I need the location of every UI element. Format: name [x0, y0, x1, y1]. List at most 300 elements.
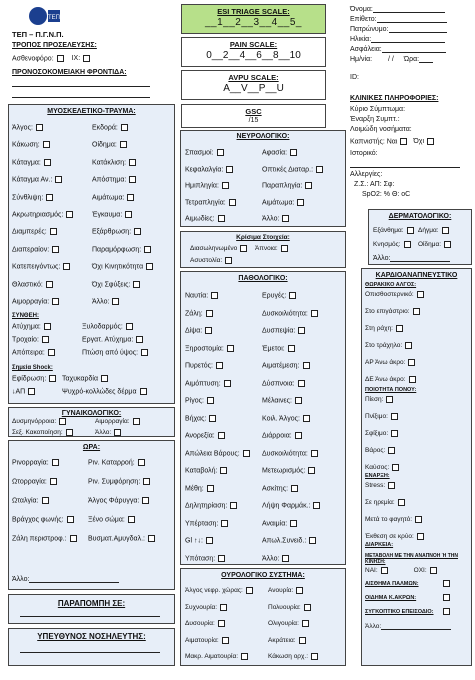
cause-item-2-a-checkbox[interactable] [48, 349, 55, 356]
uro-item-0-a-checkbox[interactable] [246, 587, 253, 594]
history-line[interactable] [350, 163, 460, 168]
vitals-row-1[interactable]: Ζ.Σ.: ΑΠ: Σφ: [354, 181, 395, 188]
neuro-item-3-a-checkbox[interactable] [229, 199, 236, 206]
patho-item-6-a-label: Ρίγος: [185, 397, 204, 405]
patho-item-4-b-checkbox[interactable] [303, 362, 310, 369]
trigger-item-0-label: Stress: [365, 482, 386, 490]
gyn-item-1-b-checkbox[interactable] [114, 429, 121, 436]
uro-item-3-a-checkbox[interactable] [222, 637, 229, 644]
ent-item-2-b-label: Άλγος Φάρυγγα: [88, 497, 140, 505]
musculo-item-4-a-checkbox[interactable] [46, 194, 53, 201]
quality-item-3-label: Βάρος: [365, 447, 386, 455]
nurse-line[interactable] [20, 648, 160, 653]
uro-item-2-a-checkbox[interactable] [218, 620, 225, 627]
neuro-item-4-a-checkbox[interactable] [218, 215, 225, 222]
musculo-item-4-a-label: Σύνθλιψη: [12, 193, 44, 201]
patho-item-8-a-label: Ανορεξία: [185, 432, 215, 440]
nurse-title: ΥΠΕΥΘΥΝΟΣ ΝΟΣΗΛΕΥΤΗΣ: [37, 632, 146, 641]
patho-item-10-b-label: Μετεωρισμός: [262, 467, 306, 475]
date-field[interactable]: Ημ/νία: / / Ώρα: [350, 56, 433, 63]
change-yes-no: ΝΑΙ: ΟΧΙ: [365, 567, 437, 574]
cause-item-0-b-checkbox[interactable] [126, 323, 133, 330]
patho-item-9-a-label: Απώλεια Βάρους: [185, 449, 240, 457]
musculo-item-2-b-checkbox[interactable] [129, 159, 136, 166]
derma-item-1-b-label: Οίδημα: [418, 241, 442, 249]
musculo-item-3-b [92, 176, 136, 183]
ent-item-2-a-checkbox[interactable] [42, 497, 49, 504]
uro-item-2-a [185, 620, 225, 627]
patho-item-10-a-label: Καταβολή: [185, 467, 218, 475]
thorax-item-3 [365, 342, 412, 349]
shock-item-0-a-label: Εφίδρωση: [12, 375, 47, 383]
trigger-item-2-checkbox[interactable] [415, 516, 422, 523]
ent-item-1-b-checkbox[interactable] [143, 478, 150, 485]
uro-item-4-a [185, 653, 248, 660]
patho-item-2-a-checkbox[interactable] [205, 327, 212, 334]
patho-item-0-b [262, 292, 296, 299]
pain-values[interactable]: 0__2__4__6__8__10 [206, 50, 301, 61]
ent-item-4-a [12, 535, 77, 542]
musculo-item-6-a [12, 228, 57, 235]
patho-item-9-b [262, 450, 318, 457]
shock-item-1-b [62, 388, 147, 395]
palpitation-checkbox[interactable] [443, 580, 450, 587]
patho-item-14-b [262, 537, 316, 544]
gyn-item-0-b-label: Αιμορραγία: [95, 418, 130, 426]
patho-item-5-a-checkbox[interactable] [224, 380, 231, 387]
patho-item-6-a-checkbox[interactable] [207, 397, 214, 404]
id-field[interactable]: ID: [350, 74, 359, 81]
neuro-item-1-a-checkbox[interactable] [226, 166, 233, 173]
cardio-title: ΚΑΡΔΙΟΑΝΑΠΝΕΥΣΤΙΚΟ [375, 272, 458, 279]
change-yes-checkbox[interactable] [381, 567, 388, 574]
edema-checkbox[interactable] [443, 594, 450, 601]
musculo-item-7-b [92, 246, 151, 253]
patho-item-0-b-checkbox[interactable] [289, 292, 296, 299]
musculo-item-5-a [12, 211, 73, 218]
patho-item-15-b-checkbox[interactable] [282, 555, 289, 562]
musculo-item-8-a [12, 263, 70, 270]
quality-item-4-label: Καύσος: [365, 464, 390, 472]
patho-item-7-b-checkbox[interactable] [303, 415, 310, 422]
quality-item-3-checkbox[interactable] [388, 447, 395, 454]
pain-scale-box [181, 37, 326, 67]
patho-item-11-a [185, 485, 214, 492]
ent-item-3-b-label: Ξένο σώμα: [88, 516, 125, 524]
cardio-other[interactable]: Άλλο: [365, 623, 451, 630]
musculo-item-10-b-checkbox[interactable] [112, 298, 119, 305]
derma-item-0-a-label: Εξάνθημα: [373, 227, 404, 235]
patho-item-1-b-checkbox[interactable] [311, 310, 318, 317]
ix-checkbox[interactable] [83, 55, 90, 62]
uro-item-1-b-label: Πολυουρία: [268, 603, 301, 611]
allergies[interactable]: Αλλεργίες: [350, 171, 383, 178]
musculo-item-8-a-label: Κατεπειγόντως: [12, 263, 61, 271]
svg-text:ΤΕΠ: ΤΕΠ [48, 15, 60, 21]
patho-item-14-b-label: Απωλ.Συνειδ.: [262, 537, 307, 545]
cause-item-1-b [82, 336, 143, 343]
shock-item-1-b-checkbox[interactable] [140, 388, 147, 395]
ent-item-0-b-label: Ριν. Καταρροή: [88, 459, 135, 467]
musculo-item-1-b-label: Οίδημα: [92, 141, 117, 149]
musculo-item-1-a-checkbox[interactable] [43, 141, 50, 148]
shock-item-1-a-checkbox[interactable] [28, 388, 35, 395]
referral-line[interactable] [20, 612, 160, 617]
derma-item-0-b-checkbox[interactable] [442, 227, 449, 234]
syncope-checkbox[interactable] [443, 608, 450, 615]
ent-item-3-b [88, 516, 135, 523]
ent-item-0-a [12, 459, 59, 466]
smoker-yes-checkbox[interactable] [400, 138, 407, 145]
musculo-item-5-b-checkbox[interactable] [125, 211, 132, 218]
musculo-item-10-a-checkbox[interactable] [52, 298, 59, 305]
musculo-item-8-a-checkbox[interactable] [63, 263, 70, 270]
hospital-logo [28, 6, 60, 26]
patho-item-3-b-label: Έμετοι: [262, 344, 285, 352]
musculo-item-0-a-checkbox[interactable] [36, 124, 43, 131]
neuro-item-0-b-checkbox[interactable] [290, 149, 297, 156]
main-symptom[interactable]: Κύριο Σύμπτωμα: [350, 106, 406, 113]
gyn-item-1-a-checkbox[interactable] [66, 429, 73, 436]
patho-item-13-b [262, 520, 297, 527]
patho-item-14-a-checkbox[interactable] [206, 537, 213, 544]
patho-item-5-b [262, 380, 305, 387]
derma-other[interactable]: Άλλο: [373, 255, 450, 262]
cause-item-1-a-checkbox[interactable] [42, 336, 49, 343]
shock-item-1-a-label: ↓ΑΠ [12, 388, 26, 396]
ent-other[interactable]: Άλλο: [12, 576, 119, 583]
gyn-item-0-a-checkbox[interactable] [59, 418, 66, 425]
patho-item-13-b-checkbox[interactable] [290, 520, 297, 527]
cause-item-2-a [12, 349, 55, 356]
cause-item-0-a-checkbox[interactable] [44, 323, 51, 330]
uro-title: ΟΥΡΟΛΟΓΙΚΟ ΣΥΣΤΗΜΑ: [221, 572, 305, 579]
cause-item-2-b-checkbox[interactable] [141, 349, 148, 356]
quality-item-4-checkbox[interactable] [392, 464, 399, 471]
cause-item-1-a-label: Τροχαίο: [12, 336, 39, 344]
gsc-value[interactable]: /15 [248, 117, 259, 124]
musculo-item-6-b-checkbox[interactable] [134, 228, 141, 235]
neuro-item-0-a [185, 149, 224, 156]
musculo-item-0-b [92, 124, 128, 131]
musculo-item-7-b-checkbox[interactable] [144, 246, 151, 253]
musculo-item-6-a-checkbox[interactable] [50, 228, 57, 235]
thorax-item-2-label: Στη ράχη: [365, 325, 393, 333]
thorax-item-4-label: ΑΡ Άνω άκρο: [365, 359, 406, 367]
trigger-item-3-label: Έκθεση σε κρύο: [365, 533, 414, 541]
cause-item-0-b-label: Ξυλοδαρμός: [82, 323, 123, 331]
patho-item-12-a-checkbox[interactable] [230, 502, 237, 509]
thorax-item-1-checkbox[interactable] [413, 308, 420, 315]
avpu-values[interactable]: A__V__P__U [223, 83, 284, 94]
neuro-item-0-a-label: Σπασμοί: [185, 149, 214, 157]
neuro-item-4-b-checkbox[interactable] [282, 215, 289, 222]
gsc-title: GSC [245, 107, 262, 116]
ent-item-3-a [12, 516, 74, 523]
quality-item-2-checkbox[interactable] [391, 430, 398, 437]
derma-item-1-a-checkbox[interactable] [404, 241, 411, 248]
patho-item-3-a [185, 345, 234, 352]
musculo-section [8, 104, 175, 404]
cause-item-2-b-label: Πτώση από ύψος: [82, 349, 139, 357]
ent-item-2-b [88, 497, 149, 504]
uro-item-3-b-checkbox[interactable] [299, 637, 306, 644]
musculo-item-10-b-label: Άλλο: [92, 298, 110, 306]
critical-row-2: Ασυστολία: [190, 257, 232, 264]
uro-item-4-a-label: Μακρ. Αιματουρία: [185, 653, 239, 661]
patho-item-2-b-checkbox[interactable] [298, 327, 305, 334]
hospital-name: ΤΕΠ – Π.Γ.Ν.Π. [12, 30, 64, 39]
patho-item-4-b [262, 362, 310, 369]
trigger-item-3 [365, 533, 424, 540]
age-field[interactable]: Ηλικία: [350, 36, 445, 43]
patho-item-15-a-checkbox[interactable] [218, 555, 225, 562]
prehospital-line-1[interactable] [12, 80, 150, 87]
gyn-item-1-b-label: Άλλο: [95, 429, 112, 437]
patho-item-4-a-checkbox[interactable] [216, 362, 223, 369]
musculo-item-9-a-checkbox[interactable] [46, 281, 53, 288]
uro-item-1-b [268, 604, 311, 611]
shock-item-0-a-checkbox[interactable] [49, 375, 56, 382]
gyn-item-0-a-label: Δυσμηνόρροια: [12, 418, 57, 426]
smoker-field: Καπνιστής: Ναι Όχι [350, 138, 434, 145]
thorax-item-3-checkbox[interactable] [405, 342, 412, 349]
uro-item-2-b-checkbox[interactable] [302, 620, 309, 627]
neuro-item-3-b-checkbox[interactable] [297, 199, 304, 206]
patho-item-11-b-checkbox[interactable] [291, 485, 298, 492]
quality-item-0-checkbox[interactable] [386, 396, 393, 403]
quality-item-2 [365, 430, 398, 437]
musculo-item-2-b [92, 159, 136, 166]
patho-item-1-a-checkbox[interactable] [206, 310, 213, 317]
uro-item-1-a-label: Συχνουρία: [185, 603, 218, 611]
patho-item-10-a-checkbox[interactable] [220, 467, 227, 474]
uro-item-0-b-label: Ανουρία: [268, 587, 294, 595]
ent-item-4-b-label: Βυσματ.Αμυγδαλ.: [88, 535, 145, 543]
gyn-title: ΓΥΝΑΙΚΟΛΟΓΙΚΟ: [61, 410, 122, 417]
patho-item-13-a-label: Υπέρταση: [185, 519, 219, 527]
history[interactable]: Ιστορικό: [350, 150, 378, 157]
uro-item-2-a-label: Δυσουρία: [185, 620, 215, 628]
ent-item-0-a-label: Ρινορραγία: [12, 459, 49, 467]
musculo-item-2-a-checkbox[interactable] [44, 159, 51, 166]
musculo-item-9-a-label: Θλαστικό: [12, 280, 43, 288]
trigger-item-1-checkbox[interactable] [398, 499, 405, 506]
ent-item-4-a-checkbox[interactable] [70, 535, 77, 542]
father-field[interactable]: Πατρώνυμο: [350, 26, 447, 33]
patho-item-12-b-label: Λήψη Φαρμάκ.: [262, 502, 311, 510]
patho-item-2-b-label: Δυσπεψία: [262, 327, 296, 335]
referral-title: ΠΑΡΑΠΟΜΠΗ ΣΕ: [57, 599, 126, 608]
cause-item-2-a-label: Απόπειρα: [12, 349, 45, 357]
patho-item-11-b [262, 485, 298, 492]
neuro-item-2-a-checkbox[interactable] [222, 182, 229, 189]
musculo-item-6-b-label: Εξάρθρωση: [92, 228, 132, 236]
musculo-item-7-a-checkbox[interactable] [52, 246, 59, 253]
patho-item-10-b-checkbox[interactable] [308, 467, 315, 474]
patho-item-13-a [185, 520, 228, 527]
esi-values[interactable]: __1__2__3__4__5_ [205, 17, 302, 28]
ent-item-0-a-checkbox[interactable] [52, 459, 59, 466]
musculo-item-3-a-checkbox[interactable] [55, 176, 62, 183]
ambulance-checkbox[interactable] [57, 55, 64, 62]
thorax-item-0-label: Οπισθοστερνικό: [365, 291, 414, 299]
uro-item-4-a-checkbox[interactable] [241, 653, 248, 660]
ent-item-0-b [88, 459, 145, 466]
patho-item-13-b-label: Αναιμία: [262, 519, 288, 527]
patho-item-10-a [185, 467, 227, 474]
uro-item-3-b [268, 637, 306, 644]
apnea-checkbox[interactable] [281, 245, 288, 252]
thorax-item-3-label: Στο τράχηλο: [365, 342, 403, 350]
musculo-item-8-b-checkbox[interactable] [146, 263, 153, 270]
musculo-item-9-b [92, 281, 140, 288]
musculo-item-4-b-checkbox[interactable] [127, 194, 134, 201]
intubated-checkbox[interactable] [240, 245, 247, 252]
logo-icon [28, 6, 60, 26]
thorax-item-0-checkbox[interactable] [417, 291, 424, 298]
patho-item-11-a-checkbox[interactable] [207, 485, 214, 492]
patho-item-8-a-checkbox[interactable] [218, 432, 225, 439]
patho-item-5-b-label: Δύσπνοια: [262, 379, 295, 387]
ent-item-1-a-checkbox[interactable] [50, 478, 57, 485]
change-no-checkbox[interactable] [430, 567, 437, 574]
surname-field[interactable]: Επίθετο: [350, 16, 447, 23]
musculo-item-8-b [92, 263, 153, 270]
derma-title: ΔΕΡΜΑΤΟΛΟΓΙΚΟ: [388, 213, 452, 220]
musculo-item-4-a [12, 194, 53, 201]
patho-item-4-b-label: Αιματέμεση: [262, 362, 300, 370]
infection[interactable]: Λοιμώδη νοσήματα: [350, 126, 412, 133]
uro-item-1-b-checkbox[interactable] [304, 604, 311, 611]
thorax-item-4-checkbox[interactable] [408, 359, 415, 366]
uro-item-4-b-checkbox[interactable] [311, 653, 318, 660]
musculo-item-1-b-checkbox[interactable] [120, 141, 127, 148]
palpitation-subtitle: ΑΙΣΘΗΜΑ ΠΑΛΜΩΝ: [365, 581, 419, 587]
musculo-item-5-a-checkbox[interactable] [66, 211, 73, 218]
uro-item-1-a-checkbox[interactable] [220, 604, 227, 611]
musculo-item-0-b-checkbox[interactable] [121, 124, 128, 131]
patho-item-7-a-checkbox[interactable] [209, 415, 216, 422]
derma-item-1-b-checkbox[interactable] [444, 241, 451, 248]
neuro-item-3-a [185, 199, 236, 206]
uro-item-0-a [185, 587, 253, 594]
neuro-item-0-b [262, 149, 297, 156]
patho-item-0-a-checkbox[interactable] [211, 292, 218, 299]
critical-title: Κρίσιμα Στοιχεία: [236, 234, 290, 241]
duration-subtitle: ΔΙΑΡΚΕΙΑ: [365, 542, 394, 548]
patho-item-15-b [262, 555, 289, 562]
gyn-item-0-b-checkbox[interactable] [133, 418, 140, 425]
ent-item-1-a-label: Ωτορραγία: [12, 478, 47, 486]
thorax-item-5-checkbox[interactable] [409, 376, 416, 383]
trigger-item-0-checkbox[interactable] [388, 482, 395, 489]
esi-scale-box [181, 4, 326, 34]
patho-item-5-b-checkbox[interactable] [298, 380, 305, 387]
vitals-row-2[interactable]: SpO2: % Θ: oC [362, 191, 411, 198]
patho-item-7-a-label: Βήχας: [185, 414, 207, 422]
neuro-item-1-a [185, 166, 233, 173]
patho-item-12-a [185, 502, 237, 509]
musculo-item-7-a [12, 246, 59, 253]
smoker-no-checkbox[interactable] [427, 138, 434, 145]
onset[interactable]: Έναρξη Συμπτ.: [350, 116, 400, 123]
patho-item-14-b-checkbox[interactable] [309, 537, 316, 544]
neuro-item-0-a-checkbox[interactable] [217, 149, 224, 156]
shock-title: Σημεία Shock: [12, 365, 53, 371]
change-subtitle: ΜΕΤΑΒΟΛΗ ΜΕ ΤΗΝ ΑΝΑΠΝΟΗ Ή ΤΗΝ ΚΙΝΗΣΗ: [365, 553, 459, 565]
asystole-checkbox[interactable] [225, 257, 232, 264]
cause-item-2-b [82, 349, 148, 356]
patho-item-3-a-checkbox[interactable] [227, 345, 234, 352]
uro-item-0-b-checkbox[interactable] [296, 587, 303, 594]
thorax-item-0 [365, 291, 424, 298]
musculo-item-3-b-checkbox[interactable] [129, 176, 136, 183]
musculo-item-2-a-label: Κάταγμα: [12, 159, 41, 167]
patho-item-3-a-label: Ξηροστομία: [185, 344, 224, 352]
neuro-item-1-b-checkbox[interactable] [316, 166, 323, 173]
patho-item-3-b-checkbox[interactable] [288, 345, 295, 352]
ent-item-3-b-checkbox[interactable] [128, 516, 135, 523]
patho-item-9-b-checkbox[interactable] [311, 450, 318, 457]
neuro-section [180, 130, 346, 227]
musculo-item-9-b-checkbox[interactable] [133, 281, 140, 288]
shock-item-0-b-checkbox[interactable] [101, 375, 108, 382]
patho-item-12-b [262, 502, 320, 509]
insurance-field[interactable]: Ασφάλεια: [350, 46, 446, 53]
cause-item-1-b-checkbox[interactable] [136, 336, 143, 343]
patho-item-6-b-checkbox[interactable] [295, 397, 302, 404]
patho-title: ΠΑΘΟΛΟΓΙΚΟ: [238, 275, 288, 282]
patho-item-12-b-checkbox[interactable] [313, 502, 320, 509]
neuro-item-3-b [262, 199, 304, 206]
thorax-item-5 [365, 376, 416, 383]
derma-item-0-a-checkbox[interactable] [407, 227, 414, 234]
thorax-item-4 [365, 359, 415, 366]
ent-item-2-b-checkbox[interactable] [142, 497, 149, 504]
thorax-item-2-checkbox[interactable] [396, 325, 403, 332]
derma-item-0-a [373, 227, 414, 234]
uro-item-3-a-label: Αιματουρία: [185, 636, 219, 644]
thorax-item-5-label: ΔΕ Άνω άκρο: [365, 376, 406, 384]
neuro-item-1-b [262, 166, 323, 173]
prehospital-line-2[interactable] [12, 91, 150, 98]
prehospital-title: ΠΡΟΝΟΣΟΚΟΜΕΙΑΚΗ ΦΡΟΝΤΙΔΑ: [12, 69, 127, 76]
ent-item-3-a-checkbox[interactable] [67, 516, 74, 523]
uro-section [180, 568, 346, 666]
arrival-options [12, 55, 90, 62]
uro-item-0-b [268, 587, 303, 594]
neuro-item-2-b-checkbox[interactable] [305, 182, 312, 189]
quality-item-1-checkbox[interactable] [391, 413, 398, 420]
ent-item-2-a [12, 497, 49, 504]
gyn-item-1-b [95, 429, 121, 436]
ent-item-4-b-checkbox[interactable] [148, 535, 155, 542]
ent-item-0-b-checkbox[interactable] [138, 459, 145, 466]
patho-item-15-a-label: Υπόταση: [185, 554, 216, 562]
patho-item-13-a-checkbox[interactable] [221, 520, 228, 527]
quality-item-4 [365, 464, 399, 471]
patho-item-9-a-checkbox[interactable] [243, 450, 250, 457]
uro-item-3-a [185, 637, 229, 644]
patho-item-8-b-checkbox[interactable] [295, 432, 302, 439]
derma-item-0-b-label: Δήγμα: [418, 227, 439, 235]
neuro-item-4-b [262, 215, 289, 222]
ent-item-3-a-label: Βράγχος φωνής: [12, 516, 64, 524]
trigger-item-3-checkbox[interactable] [417, 533, 424, 540]
name-field[interactable]: Όνομα: [350, 6, 445, 13]
ent-item-4-b [88, 535, 155, 542]
